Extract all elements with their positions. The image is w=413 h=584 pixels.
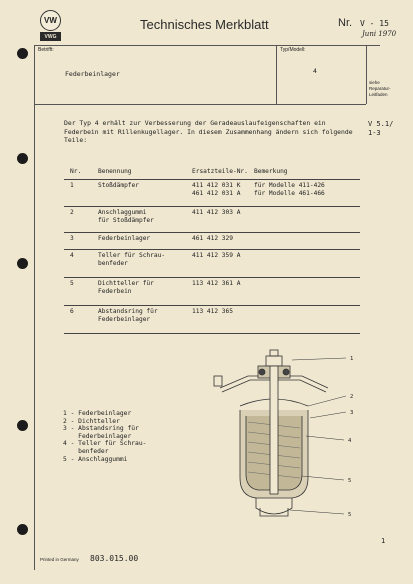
leader-line xyxy=(290,510,344,514)
cell-name: Anschlaggummi für Stoßdämpfer xyxy=(98,209,154,224)
table-row xyxy=(64,180,360,207)
strut-bearing-drawing xyxy=(200,348,370,526)
bearing-ball xyxy=(283,369,289,375)
frame-line xyxy=(276,45,277,104)
legend-item: 1 - Federbeinlager xyxy=(63,410,132,417)
top-nut xyxy=(266,356,282,366)
cell-part: 113 412 365 xyxy=(192,308,233,315)
vw-logo-icon: VW xyxy=(40,10,61,31)
intro-paragraph: Der Typ 4 erhält zur Verbesserung der Geradeauslaufeigenschaften ein Federbein mit Rillenkugellager. In diesem Zusammenhang ändern sich folgende Teile: xyxy=(64,119,353,145)
table-row xyxy=(64,306,360,334)
parts-table xyxy=(64,166,360,334)
cell-note: für Modelle 411-426 für Modelle 461-466 xyxy=(254,182,325,197)
table-row xyxy=(64,250,360,278)
number-label: Nr. xyxy=(338,17,353,29)
leader-line xyxy=(306,436,344,440)
vw-label-box: VWG xyxy=(40,32,61,41)
header-nr: Nr. xyxy=(70,168,82,175)
cell-name: Dichtteller für Federbein xyxy=(98,280,154,295)
cell-name: Federbeinlager xyxy=(98,235,151,242)
leader-line xyxy=(292,358,346,360)
cell-nr: 2 xyxy=(70,209,74,216)
cell-part: 411 412 303 A xyxy=(192,209,241,216)
manual-reference: V 5.1/ 1-3 xyxy=(368,120,394,137)
bottom-cup xyxy=(256,498,292,514)
cell-part: 461 412 329 xyxy=(192,235,233,242)
cell-name: Stoßdämpfer xyxy=(98,182,139,189)
repair-manual-note: siehe Reparatur- Leitfaden xyxy=(369,80,391,97)
frame-line xyxy=(34,45,35,570)
leader-line xyxy=(310,412,346,418)
frame-line xyxy=(34,45,380,46)
parts-legend xyxy=(63,410,146,463)
cell-name: Teller für Schrau- benfeder xyxy=(98,252,166,267)
cell-nr: 5 xyxy=(70,280,74,287)
cell-nr: 3 xyxy=(70,235,74,242)
frame-line xyxy=(366,45,367,104)
punch-hole xyxy=(17,48,28,59)
page-number: 1 xyxy=(381,537,386,545)
legend-item: Federbeinlager xyxy=(63,432,132,440)
legend-item: 5 - Anschlaggummi xyxy=(63,455,128,463)
punch-hole xyxy=(17,524,28,535)
bearing-ball xyxy=(259,369,265,375)
cell-nr: 1 xyxy=(70,182,74,189)
legend-item: 2 - Dichtteller xyxy=(63,417,120,425)
header-part: Ersatzteile-Nr. xyxy=(192,168,248,175)
frame-line xyxy=(34,104,366,105)
legend-item: benfeder xyxy=(63,447,109,455)
header-name: Benennung xyxy=(98,168,132,175)
printed-note: Printed in Germany xyxy=(40,557,79,562)
callout-label: 1 xyxy=(350,356,354,362)
stud-top xyxy=(270,350,278,356)
legend-item: 4 - Teller für Schrau- xyxy=(63,440,147,448)
subject-label: Betrifft: xyxy=(38,47,54,53)
document-title: Technisches Merkblatt xyxy=(140,17,269,32)
piston-rod xyxy=(270,366,278,494)
cell-part: 113 412 361 A xyxy=(192,280,241,287)
table-row xyxy=(64,233,360,250)
type-label: Typ/Modell: xyxy=(280,47,306,53)
cell-name: Abstandsring für Federbeinlager xyxy=(98,308,158,323)
punch-hole xyxy=(17,153,28,164)
table-header xyxy=(64,166,360,180)
type-value: 4 xyxy=(313,67,317,75)
cell-part: 411 412 031 K 461 412 031 A xyxy=(192,182,241,197)
callout-label: 3 xyxy=(350,410,354,416)
cell-part: 411 412 359 A xyxy=(192,252,241,259)
subject-value: Federbeinlager xyxy=(65,70,120,78)
callout-label: 5 xyxy=(348,512,352,518)
form-code: 803.015.00 xyxy=(90,554,139,563)
leader-line xyxy=(308,396,346,406)
callout-label: 4 xyxy=(348,438,352,444)
callout-label: 2 xyxy=(350,394,354,400)
punch-hole xyxy=(17,258,28,269)
table-row xyxy=(64,278,360,306)
cell-nr: 4 xyxy=(70,252,74,259)
legend-item: 3 - Abstandsring für xyxy=(63,425,139,433)
callout-label: 5 xyxy=(348,478,352,484)
issue-date: Juni 1970 xyxy=(362,30,397,38)
punch-hole xyxy=(17,420,28,431)
cell-nr: 6 xyxy=(70,308,74,315)
header-note: Bemerkung xyxy=(254,168,288,175)
table-row xyxy=(64,207,360,233)
bracket xyxy=(214,376,222,386)
number-value: V - 15 xyxy=(360,19,389,28)
